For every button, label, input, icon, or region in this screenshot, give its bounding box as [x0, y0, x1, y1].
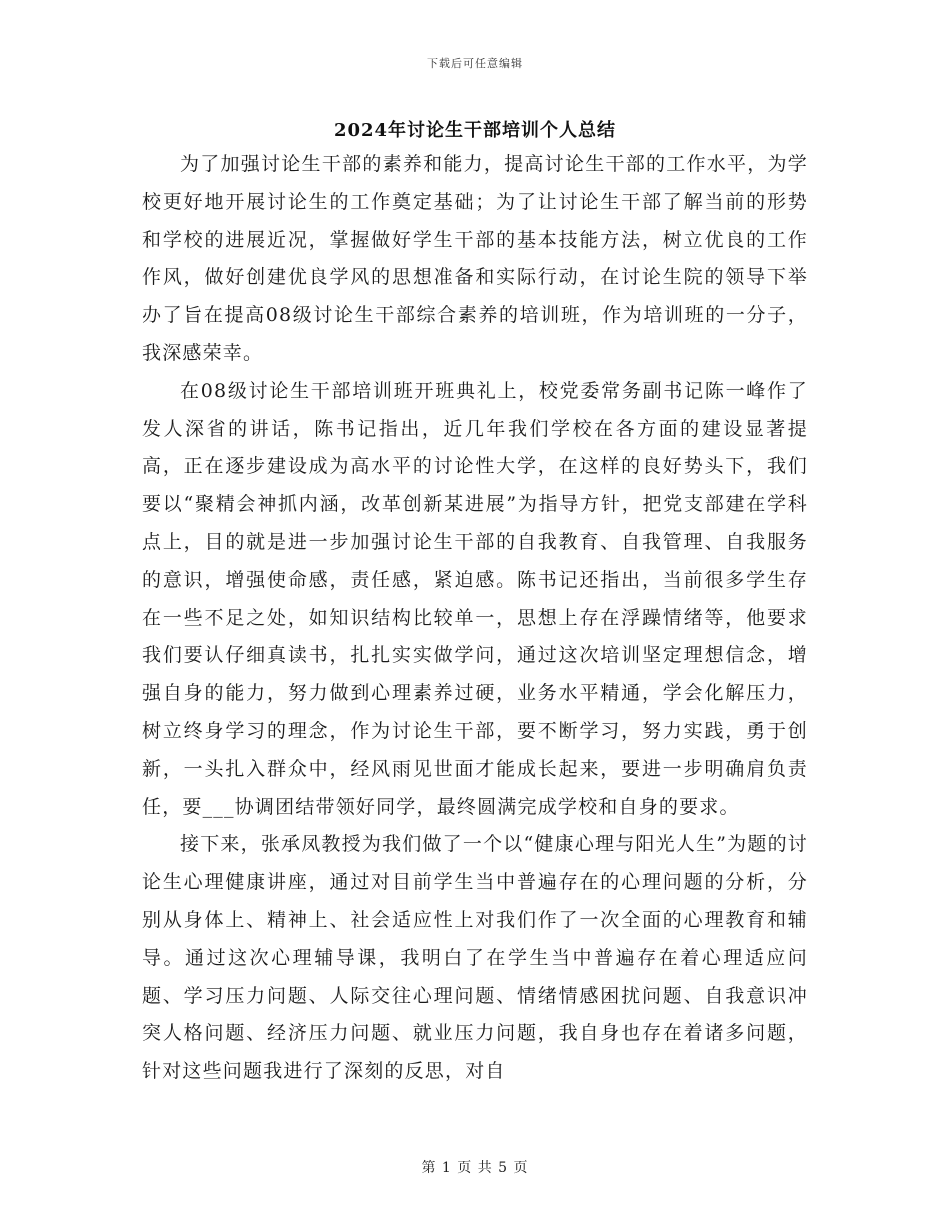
page-number: 第 1 页 共 5 页	[421, 1160, 529, 1176]
document-title: 2024年讨论生干部培训个人总结	[333, 120, 617, 141]
document-body	[142, 146, 808, 1091]
paragraph-3: 接下来，张承凤教授为我们做了一个以“健康心理与阳光人生”为题的讨论生心理健康讲座，通过对目前学生当中普遍存在的心理问题的分析，分别从身体上、精神上、社会适应性上对我们作了一次全面的心理教育和辅导。通过这次心理辅导课，我明白了在学生当中普遍存在着心理适应问题、学习压力问题、人际交往心理问题、情绪情感困扰问题、自我意识冲突人格问题、经济压力问题、就业压力问题，我自身也存在着诸多问题，针对这些问题我进行了深刻的反思，对自	[142, 833, 808, 1083]
paragraph-2: 在08级讨论生干部培训班开班典礼上，校党委常务副书记陈一峰作了发人深省的讲话，陈书记指出，近几年我们学校在各方面的建设显著提高，正在逐步建设成为高水平的讨论性大学，在这样的良好势头下，我们要以“聚精会神抓内涵，改革创新某进展”为指导方针，把党支部建在学科点上，目的就是进一步加强讨论生干部的自我教育、自我管理、自我服务的意识，增强使命感，责任感，紧迫感。陈书记还指出，当前很多学生存在一些不足之处，如知识结构比较单一，思想上存在浮躁情绪等，他要求我们要认仔细真读书，扎扎实实做学问，通过这次培训坚定理想信念，增强自身的能力，努力做到心理素养过硬，业务水平精通，学会化解压力，树立终身学习的理念，作为讨论生干部，要不断学习，努力实践，勇于创新，一头扎入群众中，经风雨见世面才能成长起来，要进一步明确肩负责任，要___协调团结带领好同学，最终圆满完成学校和自身的要求。	[142, 379, 808, 818]
paragraph-1: 为了加强讨论生干部的素养和能力，提高讨论生干部的工作水平，为学校更好地开展讨论生的工作奠定基础；为了让讨论生干部了解当前的形势和学校的进展近况，掌握做好学生干部的基本技能方法，树立优良的工作作风，做好创建优良学风的思想准备和实际行动，在讨论生院的领导下举办了旨在提高08级讨论生干部综合素养的培训班，作为培训班的一分子，我深感荣幸。	[142, 153, 808, 364]
header-note: 下载后可任意编辑	[427, 57, 523, 70]
